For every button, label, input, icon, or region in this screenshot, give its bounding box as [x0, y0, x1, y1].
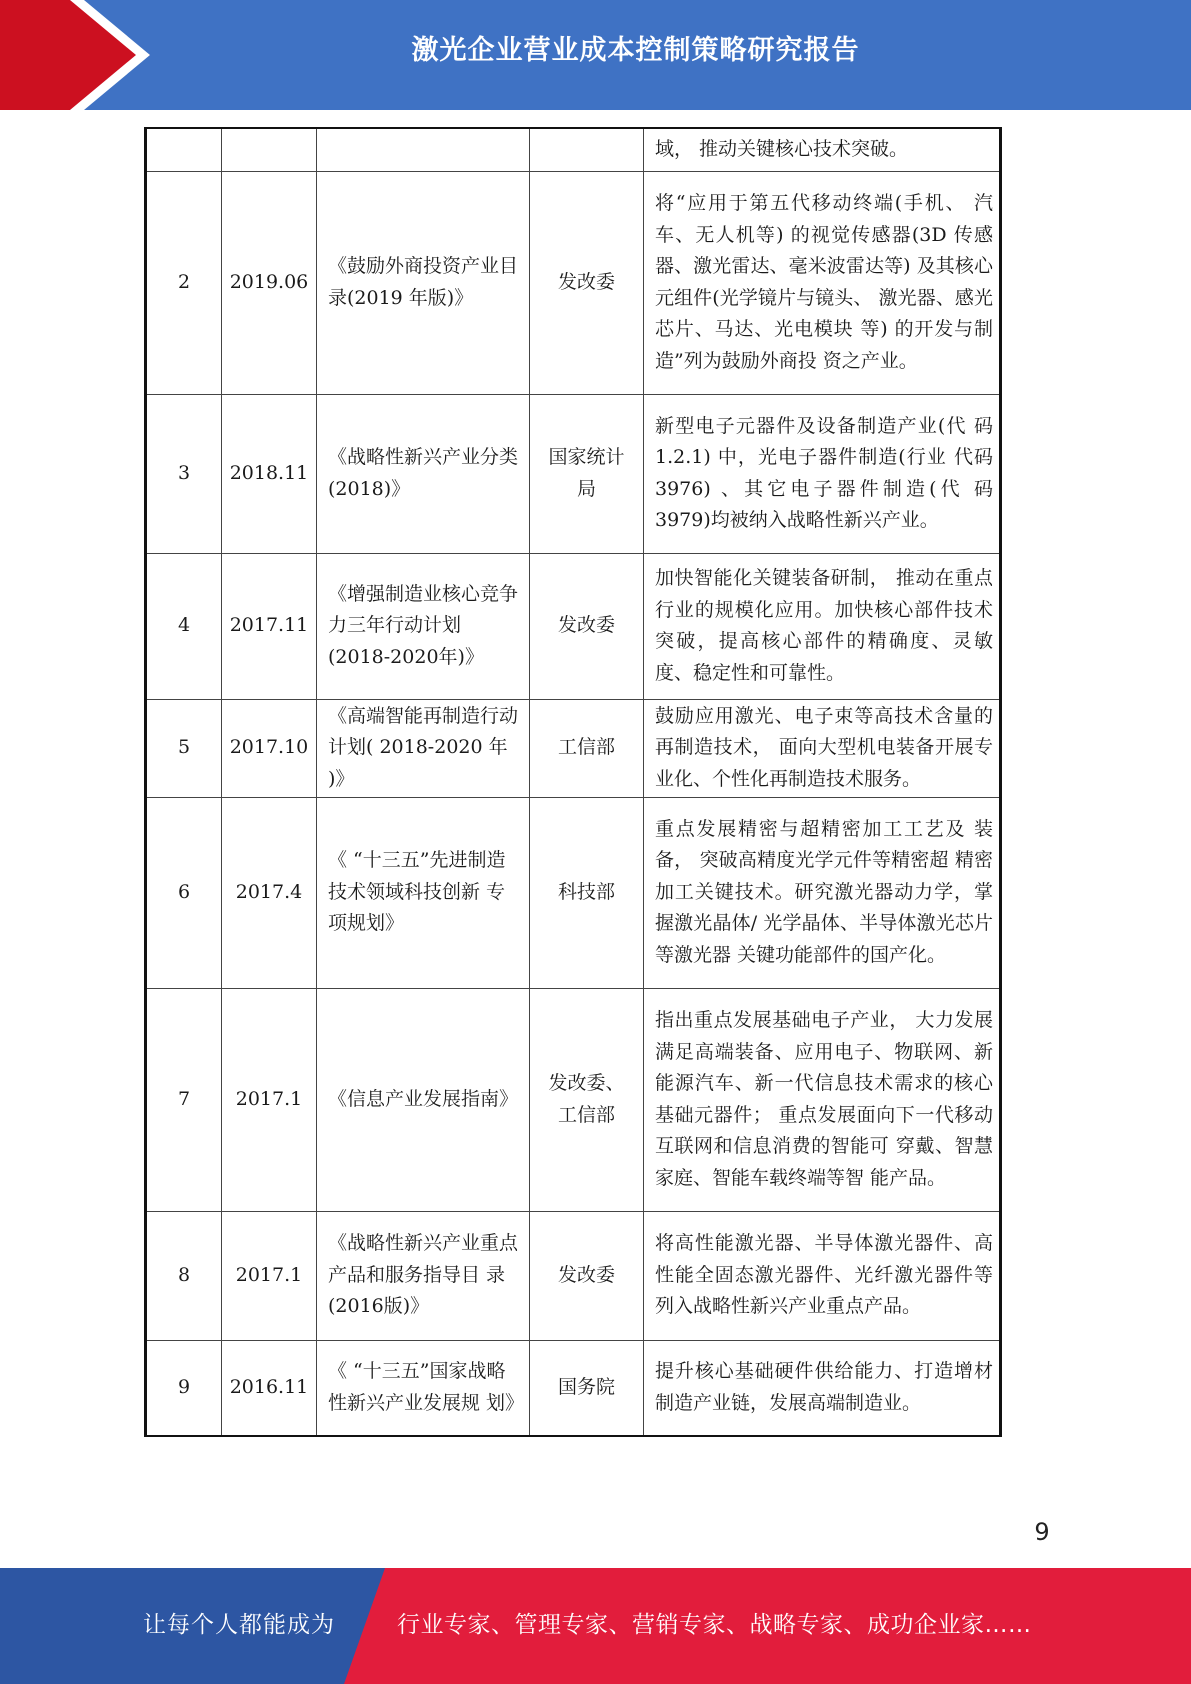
- footer-slogan-left: 让每个人都能成为: [143, 1612, 335, 1638]
- row-date: 2017.10: [222, 699, 317, 797]
- row-policy-title: 《战略性新兴产业分类(2018)》: [317, 394, 530, 553]
- department-line: 科技部: [557, 880, 615, 903]
- department-line: 发改委: [557, 1263, 615, 1286]
- footer-slogan-right: 行业专家、管理专家、营销专家、战略专家、成功企业家……: [397, 1612, 1032, 1638]
- table-row: [146, 394, 1001, 553]
- row-content: 加快智能化关键装备研制， 推动在重点行业的规模化应用。加快核心部件技术突破，提高核心部件的精确度、灵敏度、稳定性和可靠性。: [644, 553, 1001, 699]
- header-arrow-decoration: [0, 0, 160, 110]
- row-department: [530, 128, 644, 171]
- department-line: 国家统计: [548, 446, 625, 468]
- table-row: [146, 553, 1001, 699]
- table-row: [146, 699, 1001, 797]
- row-number: 6: [146, 797, 222, 988]
- row-content: 新型电子元器件及设备制造产业(代 码 1.2.1) 中，光电子器件制造(行业 代码 3976) 、其它电子器件制造(代 码 3979)均被纳入战略性新兴产业。: [644, 394, 1001, 553]
- row-department: [530, 1211, 644, 1340]
- row-number: 3: [146, 394, 222, 553]
- row-content: 重点发展精密与超精密加工工艺及 装备， 突破高精度光学元件等精密超 精密加工关键技术。研究激光器动力学，掌握激光晶体/ 光学晶体、半导体激光芯片等激光器 关键功能部件的国产化。: [644, 797, 1001, 988]
- row-date: 2017.11: [222, 553, 317, 699]
- row-number: 8: [146, 1211, 222, 1340]
- row-department: [530, 797, 644, 988]
- policy-table: [144, 127, 1002, 1437]
- row-policy-title: 《 “十三五”国家战略性新兴产业发展规 划》: [317, 1340, 530, 1436]
- page-footer: [0, 1568, 1191, 1684]
- department-line: 发改委: [557, 270, 615, 293]
- row-department: [530, 553, 644, 699]
- row-policy-title: 《高端智能再制造行动计划( 2018-2020 年 )》: [317, 699, 530, 797]
- row-content: 指出重点发展基础电子产业， 大力发展满足高端装备、应用电子、物联网、新能源汽车、新一代信息技术需求的核心基础元器件； 重点发展面向下一代移动互联网和信息消费的智能可 穿戴、智慧家庭、智能车载终端等智 能产品。: [644, 988, 1001, 1211]
- table-row: [146, 128, 1001, 171]
- row-number: 4: [146, 553, 222, 699]
- row-number: 2: [146, 171, 222, 394]
- row-policy-title: [317, 128, 530, 171]
- department-line: 发改委、: [548, 1072, 625, 1094]
- row-date: 2018.11: [222, 394, 317, 553]
- table-row: [146, 797, 1001, 988]
- page-number: 9: [1034, 1518, 1050, 1546]
- row-department: [530, 988, 644, 1211]
- row-policy-title: 《增强制造业核心竞争力三年行动计划(2018-2020年)》: [317, 553, 530, 699]
- row-date: [222, 128, 317, 171]
- table-row: [146, 988, 1001, 1211]
- page-header: [0, 0, 1191, 110]
- row-department: [530, 394, 644, 553]
- row-department: [530, 171, 644, 394]
- row-date: 2017.1: [222, 1211, 317, 1340]
- department-line: 局: [576, 477, 596, 500]
- table-row: [146, 1340, 1001, 1436]
- department-line: 工信部: [557, 1103, 615, 1126]
- department-line: 国务院: [557, 1376, 615, 1398]
- row-department: [530, 1340, 644, 1436]
- row-policy-title: 《信息产业发展指南》: [317, 988, 530, 1211]
- row-number: 5: [146, 699, 222, 797]
- row-policy-title: 《鼓励外商投资产业目录(2019 年版)》: [317, 171, 530, 394]
- row-policy-title: 《战略性新兴产业重点产品和服务指导目 录(2016版)》: [317, 1211, 530, 1340]
- row-department: [530, 699, 644, 797]
- row-number: [146, 128, 222, 171]
- row-date: 2016.11: [222, 1340, 317, 1436]
- row-number: 7: [146, 988, 222, 1211]
- table-row: [146, 1211, 1001, 1340]
- row-date: 2017.1: [222, 988, 317, 1211]
- row-content: 提升核心基础硬件供给能力、打造增材制造产业链，发展高端制造业。: [644, 1340, 1001, 1436]
- department-line: 发改委: [557, 614, 615, 637]
- row-content: 鼓励应用激光、电子束等高技术含量的再制造技术， 面向大型机电装备开展专业化、个性化再制造技术服务。: [644, 699, 1001, 797]
- row-date: 2019.06: [222, 171, 317, 394]
- row-content: 将高性能激光器、半导体激光器件、高性能全固态激光器件、光纤激光器件等列入战略性新兴产业重点产品。: [644, 1211, 1001, 1340]
- row-content: 将“应用于第五代移动终端(手机、 汽车、无人机等) 的视觉传感器(3D 传感器、激光雷达、毫米波雷达等) 及其核心元组件(光学镜片与镜头、 激光器、感光芯片、马达、光电模块 等) 的开发与制造”列为鼓励外商投 资之产业。: [644, 171, 1001, 394]
- row-number: 9: [146, 1340, 222, 1436]
- row-content: 域， 推动关键核心技术突破。: [644, 128, 1001, 171]
- row-date: 2017.4: [222, 797, 317, 988]
- row-policy-title: 《 “十三五”先进制造技术领域科技创新 专项规划》: [317, 797, 530, 988]
- report-title: 激光企业营业成本控制策略研究报告: [411, 35, 860, 66]
- department-line: 工信部: [557, 736, 615, 759]
- table-row: [146, 171, 1001, 394]
